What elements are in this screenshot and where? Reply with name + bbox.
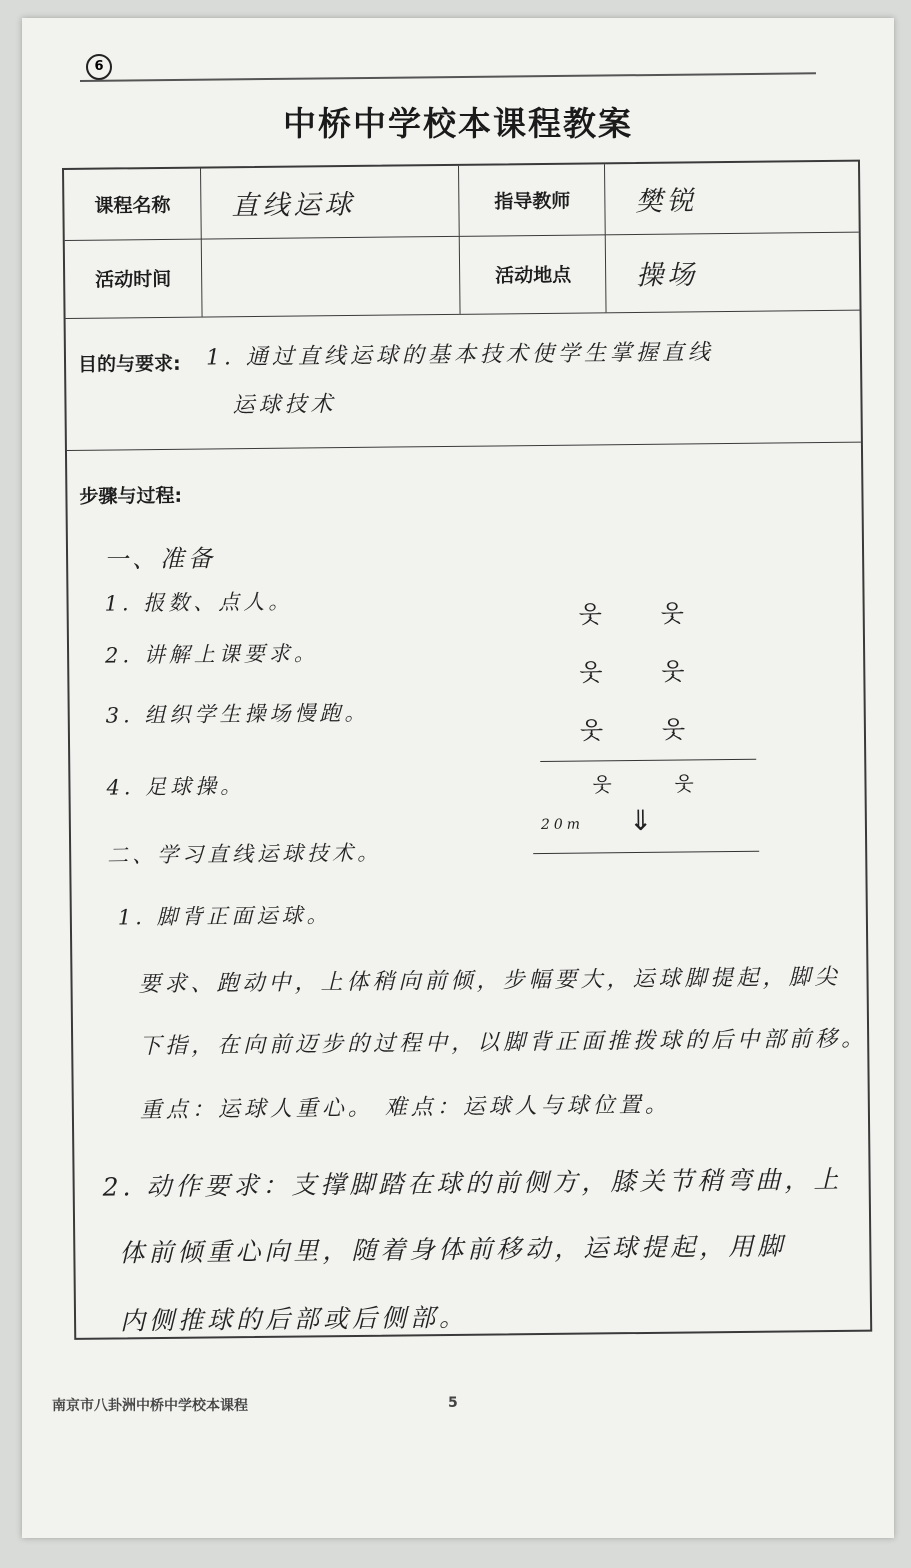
time-value-cell [201,236,461,317]
distance-label: 20m [540,816,585,834]
document-page [22,18,894,1538]
document-title: 中桥中学校本课程教案 [283,104,633,143]
purpose-label: 目的与要求: [77,352,181,376]
teacher-value-cell [604,162,859,235]
row-purpose [66,310,861,451]
header-rule [80,72,816,82]
step-line: 2. 动作要求：支撑脚踏在球的前侧方，膝关节稍弯曲，上 [102,1164,843,1202]
footer-page-number: 5 [448,1395,458,1411]
time-label: 活动时间 [95,268,172,292]
student-figure-icon: 웃 [661,715,686,744]
steps-area [67,452,870,1336]
location-label-cell [459,234,607,314]
row-course-teacher [64,162,859,241]
student-figure-icon: 웃 [579,658,603,687]
step-line: 1. 脚背正面运球。 [117,903,332,930]
arrow-down-icon: ⇓ [628,803,653,838]
student-figure-icon: 웃 [661,657,685,686]
row-time-location [65,232,860,319]
purpose-text [206,328,827,430]
steps-label: 步骤与过程: [79,484,183,508]
step-line: 2. 讲解上课要求。 [104,641,319,668]
course-name-value: 直线运球 [231,189,356,222]
student-figure-icon: 웃 [660,599,685,628]
student-figure-icon: 웃 [592,772,612,797]
course-name-label-cell [64,169,201,240]
teacher-label-cell [458,164,606,236]
student-figure-icon: 웃 [579,716,604,745]
step-line: 体前倾重心向里，随着身体前移动，运球提起，用脚 [119,1231,787,1268]
student-figure-icon: 웃 [674,771,694,796]
step-line: 1. 报数、点人。 [104,589,294,616]
purpose-line: 1. 通过直线运球的基本技术使学生掌握直线 [205,340,715,371]
location-label: 活动地点 [495,264,572,287]
step-line: 二、学习直线运球技术。 [107,840,383,868]
step-line: 要求、跑动中，上体稍向前倾，步幅要大，运球脚提起，脚尖 [138,964,841,998]
teacher-label: 指导教师 [494,190,571,213]
page-number-badge: 6 [86,54,112,80]
step-line: 下指，在向前迈步的过程中，以脚背正面推拨球的后中部前移。 [139,1026,868,1060]
location-value-cell [605,232,860,313]
time-label-cell [65,239,202,318]
student-figure-icon: 웃 [578,600,603,629]
end-line [533,851,759,854]
step-line: 重点：运球人重心。 难点：运球人与球位置。 [139,1092,671,1124]
lesson-plan-table [62,160,872,1340]
formation-diagram [538,593,771,875]
step-line: 一、准备 [103,544,217,574]
location-value: 操场 [636,259,699,292]
footer-school-name: 南京市八卦洲中桥中学校本课程 [52,1398,248,1414]
course-name-value-cell [200,166,460,239]
teacher-value: 樊锐 [635,185,698,218]
purpose-line: 运球技术 [232,392,337,419]
step-line: 3. 组织学生操场慢跑。 [105,700,370,728]
step-line: 内侧推球的后部或后侧部。 [119,1302,469,1336]
start-line [540,759,756,762]
step-line: 4. 足球操。 [106,774,246,800]
course-name-label: 课程名称 [94,194,171,218]
